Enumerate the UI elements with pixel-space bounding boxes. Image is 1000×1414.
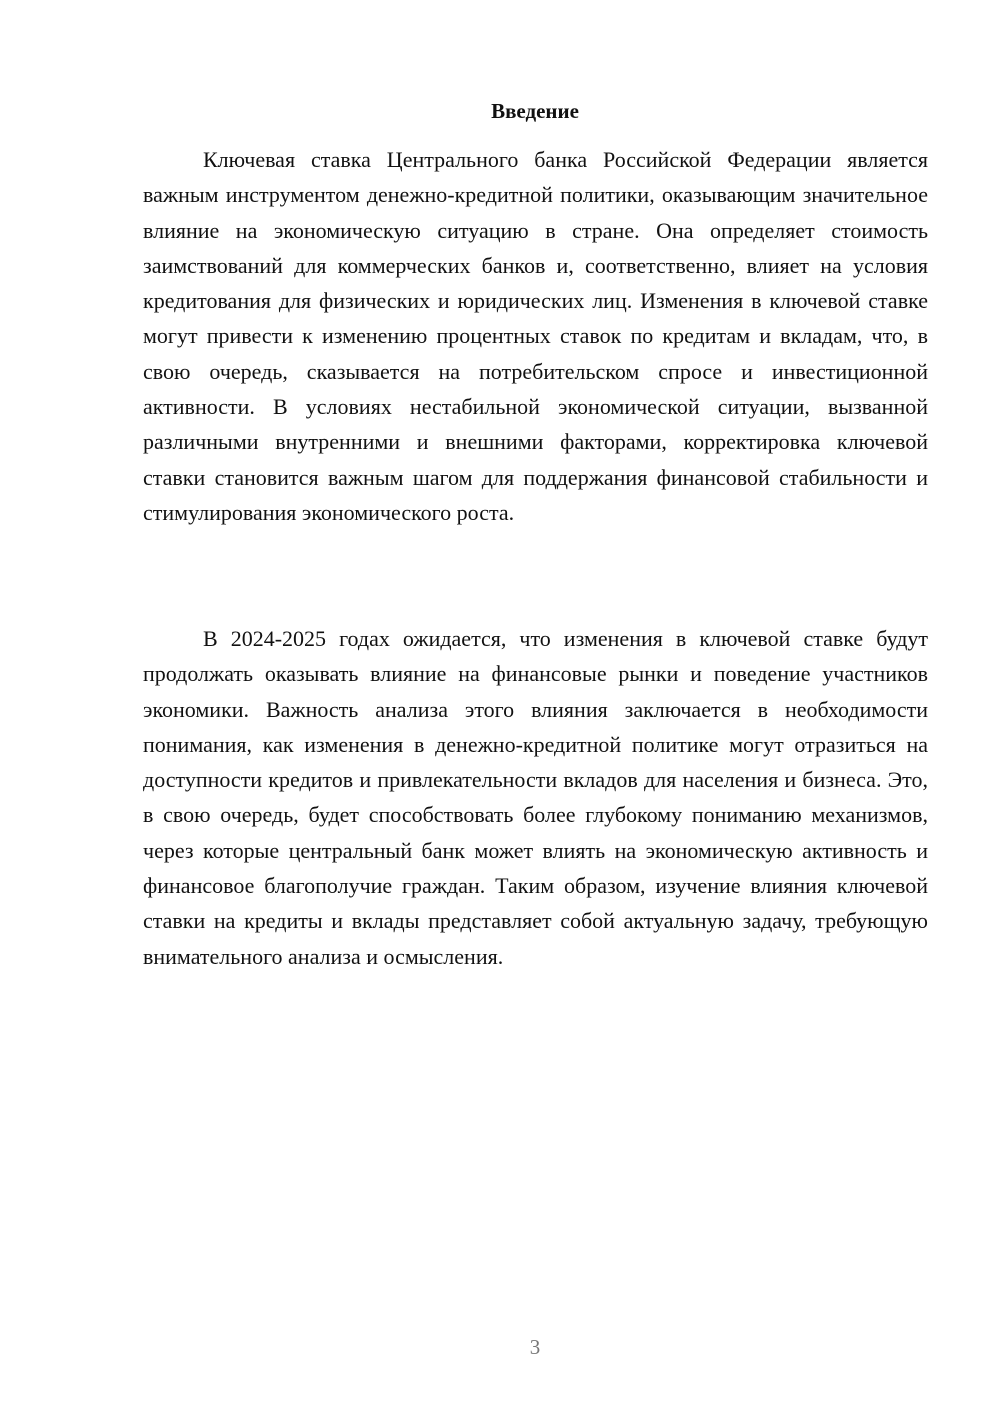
paragraph-1: Ключевая ставка Центрального банка Российской Федерации является важным инструментом денежно-кредитной политики, оказывающим значительное влияние на экономическую ситуацию в стране. Она определяет стоимость заимствований для коммерческих банков и, соответственно, влияет на условия кредитования для физических и юридических лиц. Изменения в ключевой ставке могут привести к изменению процентных ставок по кредитам и вкладам, что, в свою очередь, сказывается на потребительском спросе и инвестиционной активности. В условиях нестабильной экономической ситуации, вызванной различными внутренними и внешними факторами, корректировка ключевой ставки становится важным шагом для поддержания финансовой стабильности и стимулирования экономического роста. bbox=[143, 147, 928, 525]
page-number: 3 bbox=[529, 1335, 541, 1359]
paragraph-2: В 2024-2025 годах ожидается, что изменения в ключевой ставке будут продолжать оказывать влияние на финансовые рынки и поведение участников экономики. Важность анализа этого влияния заключается в необходимости понимания, как изменения в денежно-кредитной политике могут отразиться на доступности кредитов и привлекательности вкладов для населения и бизнеса. Это, в свою очередь, будет способствовать более глубокому пониманию механизмов, через которые центральный банк может влиять на экономическую активность и финансовое благополучие граждан. Таким образом, изучение влияния ключевой ставки на кредиты и вклады представляет собой актуальную задачу, требующую внимательного анализа и осмысления. bbox=[143, 626, 928, 969]
section-title: Введение bbox=[491, 99, 579, 123]
